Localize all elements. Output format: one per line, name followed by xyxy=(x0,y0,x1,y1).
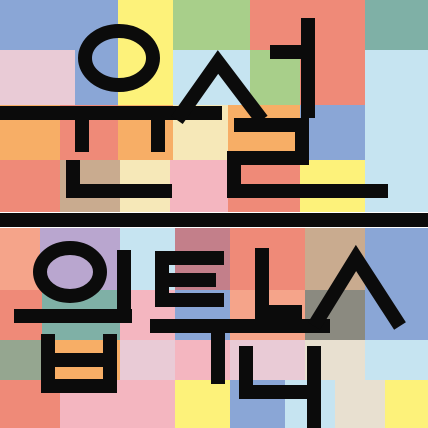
mosaic-tile xyxy=(0,228,40,290)
mosaic-tile xyxy=(365,50,428,105)
mosaic-tile xyxy=(170,160,228,212)
mosaic-tile xyxy=(175,380,230,428)
mosaic-tile xyxy=(335,380,385,428)
mosaic-tile xyxy=(0,340,42,380)
mosaic-tile xyxy=(0,50,75,105)
mosaic-tile xyxy=(120,340,175,380)
mosaic-tile xyxy=(365,0,428,50)
mosaic-tile xyxy=(120,380,175,428)
mosaic-tile xyxy=(385,380,428,428)
mosaic-tile xyxy=(365,340,428,380)
mosaic-tile xyxy=(0,160,60,212)
mosaic-tile xyxy=(365,105,428,160)
mosaic-tile xyxy=(173,0,250,50)
